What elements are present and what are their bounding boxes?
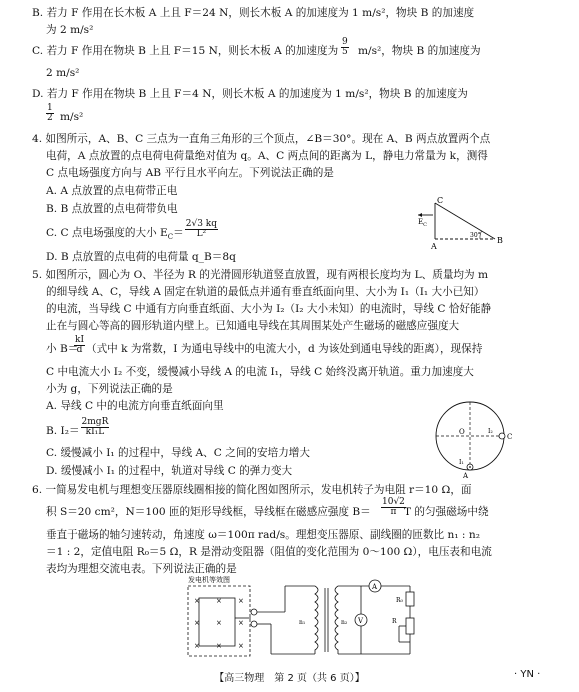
fraction-denominator: kI₁L [85, 426, 105, 437]
q6-stem-5: 表均为理想交流电表。下列说法正确的是 [46, 563, 237, 575]
fraction-numerator: 2mgR [81, 416, 109, 427]
q4-stem-2: 电荷，A 点放置的点电荷电荷量绝对值为 q。A、C 两点间的距离为 L，静电力常量为 k，测得 [46, 150, 488, 162]
fraction-denominator: d [76, 345, 83, 355]
label-a: A [431, 242, 437, 251]
page-code: · YN · [514, 669, 541, 680]
label-i1: I₁ [459, 459, 464, 466]
q5-option-b-text: B. I₂＝ [46, 425, 80, 437]
label-n1: n₁ [299, 619, 306, 626]
q6-stem-2-head: 积 S＝20 cm²，N＝100 匝的矩形导线框，导线框在磁感应强度 B＝ [46, 506, 371, 518]
q5-option-b [46, 416, 110, 438]
q5-stem-5-head: 小 B＝ [46, 343, 79, 355]
secondary-coil [335, 586, 338, 654]
q3-option-c: C. 若力 F 作用在物块 B 上且 F＝15 N，则长木板 A 的加速度为 [32, 45, 339, 57]
q5-stem: 5. 如图所示，圆心为 O、半径为 R 的光滑圆形轨道竖直放置，现有两根长度均为 L、质量均为 m [32, 269, 489, 281]
label-ec-e: E [418, 218, 424, 226]
q4-option-c [46, 218, 219, 244]
fraction-9-5 [340, 38, 350, 57]
field-cross: × [194, 642, 200, 650]
fraction-numerator: 9 [342, 37, 348, 47]
fraction-numerator: 2√3 kq [185, 218, 218, 229]
ammeter-label: A [372, 583, 378, 591]
fraction-denominator: π [390, 507, 397, 517]
q6-circuit-figure [185, 572, 415, 664]
slip-ring [251, 621, 257, 627]
q4-triangle-figure [410, 195, 510, 255]
rheostat-r [406, 618, 414, 634]
q6-stem-4: ＝1 : 2，定值电阻 R₀＝5 Ω，R 是滑动变阻器（阻值的变化范围为 0～100 Ω），电压表和电流 [46, 546, 492, 558]
label-r: R [392, 618, 397, 625]
label-b: B [497, 236, 503, 245]
arrow-head [418, 213, 422, 217]
label-c: C [507, 433, 513, 441]
q6-stem-2-tail: T 的匀强磁场中绕 [404, 506, 489, 518]
q4-option-a: A. A 点放置的点电荷带正电 [46, 185, 178, 197]
q3-option-d-cont: m/s² [60, 111, 84, 123]
label-n2: n₂ [341, 619, 348, 626]
q5-option-c: C. 缓慢减小 I₁ 的过程中，导线 A、C 之间的安培力增大 [46, 447, 310, 459]
q3-option-c-cont: 2 m/s² [46, 67, 80, 79]
label-r0: R₀ [396, 597, 403, 604]
q3-option-c-tail: m/s²，物块 B 的加速度为 [358, 45, 481, 57]
q5-option-a: A. 导线 C 中的电流方向垂直纸面向里 [46, 400, 224, 412]
field-cross: × [216, 619, 222, 627]
fraction-denominator: L² [196, 228, 207, 239]
q6-stem: 6. 一简易发电机与理想变压器原线圈相接的简化图如图所示，发电机转子为电阻 r＝10 Ω，面 [32, 484, 472, 496]
resistor-r0 [406, 592, 414, 606]
fraction-1-2 [45, 104, 55, 123]
q5-stem-3: 的电流，当导线 C 中通有方向垂直纸面、大小为 I₂（I₂ 大小未知）的电流时，导线 C 恰好能静 [46, 303, 492, 315]
label-angle: 30° [470, 232, 481, 239]
q3-option-b-cont: 为 2 m/s² [46, 24, 94, 36]
primary-coil [315, 586, 318, 654]
q5-stem-5-tail: （式中 k 为常数，I 为通电导线中的电流大小，d 为该处到通电导线的距离），现保持 [86, 343, 483, 355]
q3-option-b: B. 若力 F 作用在长木板 A 上且 F＝24 N，则长木板 A 的加速度为 1 m/s²，物块 B 的加速度 [32, 7, 475, 19]
generator-title: 发电机等效图 [188, 576, 230, 584]
q5-stem-2: 的细导线 A、C，导线 A 固定在轨道的最低点并通有垂直纸面向里、大小为 I₁（I₁ 大小已知） [46, 286, 485, 298]
fraction-ki-d [73, 336, 86, 355]
q5-stem-7: 小为 g，下列说法正确的是 [46, 383, 173, 395]
fraction-b [380, 498, 407, 517]
triangle-side-cb [435, 203, 495, 239]
q6-stem-3: 垂直于磁场的轴匀速转动，角速度 ω＝100π rad/s。理想变压器原、副线圈的匝数比 n₁ : n₂ [46, 529, 480, 541]
q5-circle-figure [425, 400, 525, 480]
label-c: C [437, 196, 444, 205]
field-cross: × [238, 619, 244, 627]
label-i2: I₂ [488, 428, 493, 435]
q5-stem-6: C 中电流大小 I₂ 不变，缓慢减小导线 A 的电流 I₁，导线 C 始终没离开轨道。重力加速度大 [46, 366, 474, 378]
label-ec-sub: C [423, 222, 427, 228]
field-cross: × [194, 597, 200, 605]
q4-option-d: D. B 点放置的点电荷的电荷量 q_B＝8q [46, 251, 236, 263]
q4-stem-3: C 点电场强度方向与 AB 平行且水平向左。下列说法正确的是 [46, 167, 334, 179]
label-o: O [459, 428, 465, 436]
equals-sign: ＝ [173, 227, 184, 239]
field-cross: × [216, 642, 222, 650]
label-ec [418, 218, 427, 228]
q3-option-d: D. 若力 F 作用在物块 B 上且 F＝4 N，则长木板 A 的加速度为 1 m/s²，物块 B 的加速度为 [32, 88, 468, 100]
wire-a-dot [469, 466, 471, 468]
wire-c [499, 433, 505, 439]
page-footer: 【高三物理 第 2 页（共 6 页）】 [214, 673, 365, 684]
voltmeter-label: V [358, 617, 364, 625]
q4-option-b: B. B 点放置的点电荷带负电 [46, 203, 178, 215]
field-cross: × [194, 619, 200, 627]
field-cross: × [238, 642, 244, 650]
slip-ring [251, 609, 257, 615]
fraction-numerator: 1 [47, 103, 53, 113]
q4-option-c-text: C. C 点电场强度的大小 E [46, 227, 168, 239]
fraction-numerator: 10√2 [382, 497, 405, 507]
field-cross: × [216, 597, 222, 605]
fraction-numerator: kI [75, 335, 85, 345]
q5-stem-4: 止在与圆心等高的圆形轨道内壁上。已知通电导线在其周围某处产生磁场的磁感应强度大 [46, 320, 460, 332]
fraction-denominator: 5 [342, 47, 348, 57]
q5-option-d: D. 缓慢减小 I₁ 的过程中，轨道对导线 C 的弹力变大 [46, 465, 293, 477]
field-cross: × [238, 597, 244, 605]
ec-subscript: C [167, 233, 174, 242]
label-a: A [463, 472, 469, 480]
q4-stem: 4. 如图所示，A、B、C 三点为一直角三角形的三个顶点，∠B＝30°。现在 A、B 两点放置两个点 [32, 133, 491, 145]
fraction-denominator: 2 [47, 113, 53, 123]
